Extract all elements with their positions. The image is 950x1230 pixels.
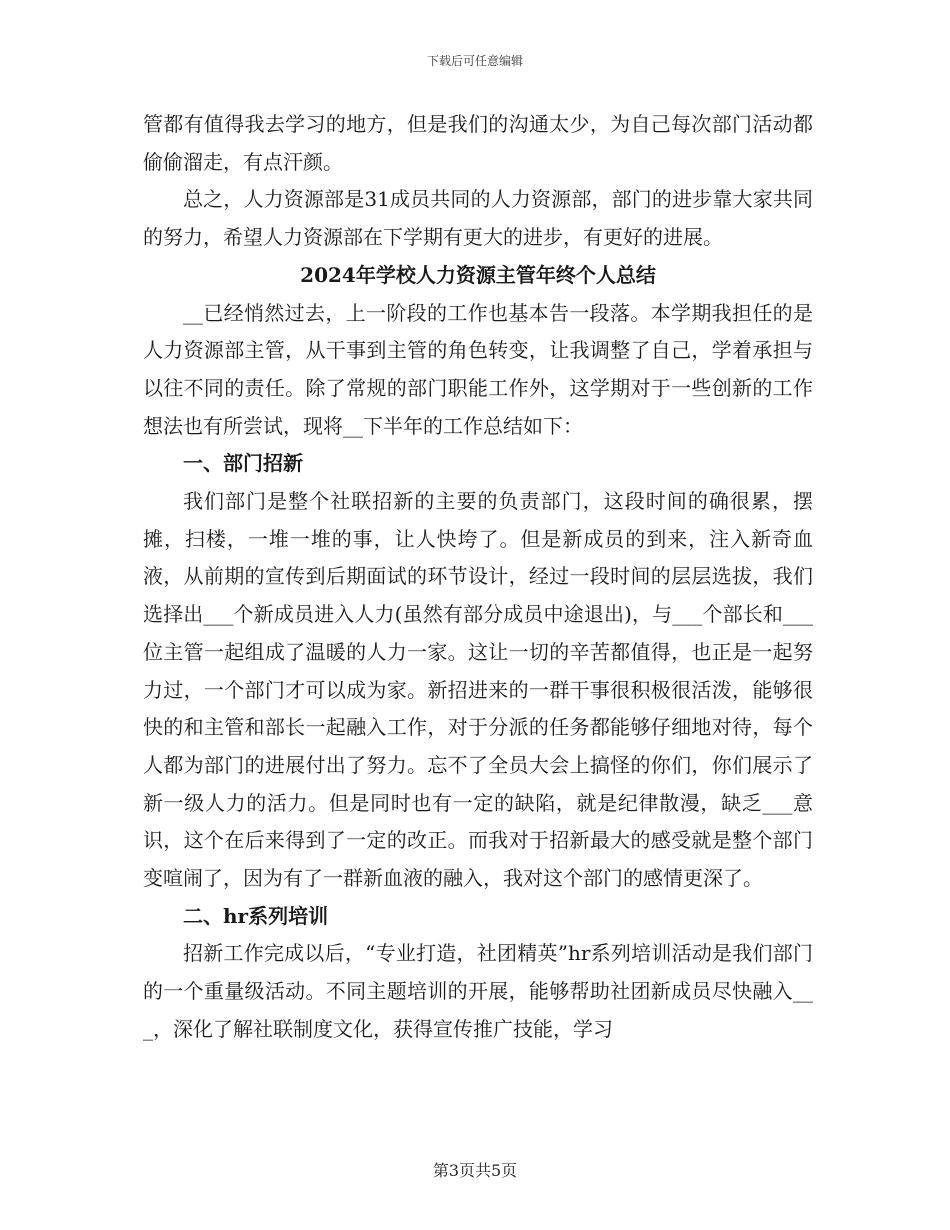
- paragraph-recruitment: 我们部门是整个社联招新的主要的负责部门，这段时间的确很累，摆摊，扫楼，一堆一堆的事，让人快垮了。但是新成员的到来，注入新奇血液，从前期的宣传到后期面试的环节设计，经过一段时间的层层选拔，我们选择出___个新成员进入人力(虽然有部分成员中途退出)，与___个部长和___位主管一起组成了温暖的人力一家。这让一切的辛苦都值得，也正是一起努力过，一个部门才可以成为家。新招进来的一群干事很积极很活泼，能够很快的和主管和部长一起融入工作，对于分派的任务都能够仔细地对待，每个人都为部门的进展付出了努力。忘不了全员大会上搞怪的你们，你们展示了新一级人力的活力。但是同时也有一定的缺陷，就是纪律散漫，缺乏___意识，这个在后来得到了一定的改正。而我对于招新最大的感受就是整个部门变喧闹了，因为有了一群新血液的融入，我对这个部门的感情更深了。: [143, 489, 813, 891]
- paragraph-intro: __已经悄然过去，上一阶段的工作也基本告一段落。本学期我担任的是人力资源部主管，从干事到主管的角色转变，让我调整了自己，学着承担与以往不同的责任。除了常规的部门职能工作外，这学期对于一些创新的工作想法也有所尝试，现将__下半年的工作总结如下：: [143, 300, 813, 438]
- paragraph-training: 招新工作完成以后，“专业打造，社团精英”hr系列培训活动是我们部门的一个重量级活动。不同主题培训的开展，能够帮助社团新成员尽快融入___，深化了解社联制度文化，获得宣传推广技能，学习: [143, 941, 813, 1041]
- page-header: 下载后可任意编辑: [426, 54, 523, 68]
- paragraph-conclusion: 总之，人力资源部是31成员共同的人力资源部，部门的进步靠大家共同的努力，希望人力资源部在下学期有更大的进步，有更好的进展。: [143, 187, 813, 250]
- section-heading-recruitment: 一、部门招新: [183, 451, 303, 476]
- document-title: 2024年学校人力资源主管年终个人总结: [300, 262, 656, 287]
- document-body: [143, 106, 813, 1049]
- page-footer: 第3页共5页: [432, 1161, 518, 1180]
- paragraph-continuation: 管都有值得我去学习的地方，但是我们的沟通太少，为自己每次部门活动都偷偷溜走，有点汗颜。: [143, 112, 813, 174]
- section-heading-training: 二、hr系列培训: [183, 903, 329, 928]
